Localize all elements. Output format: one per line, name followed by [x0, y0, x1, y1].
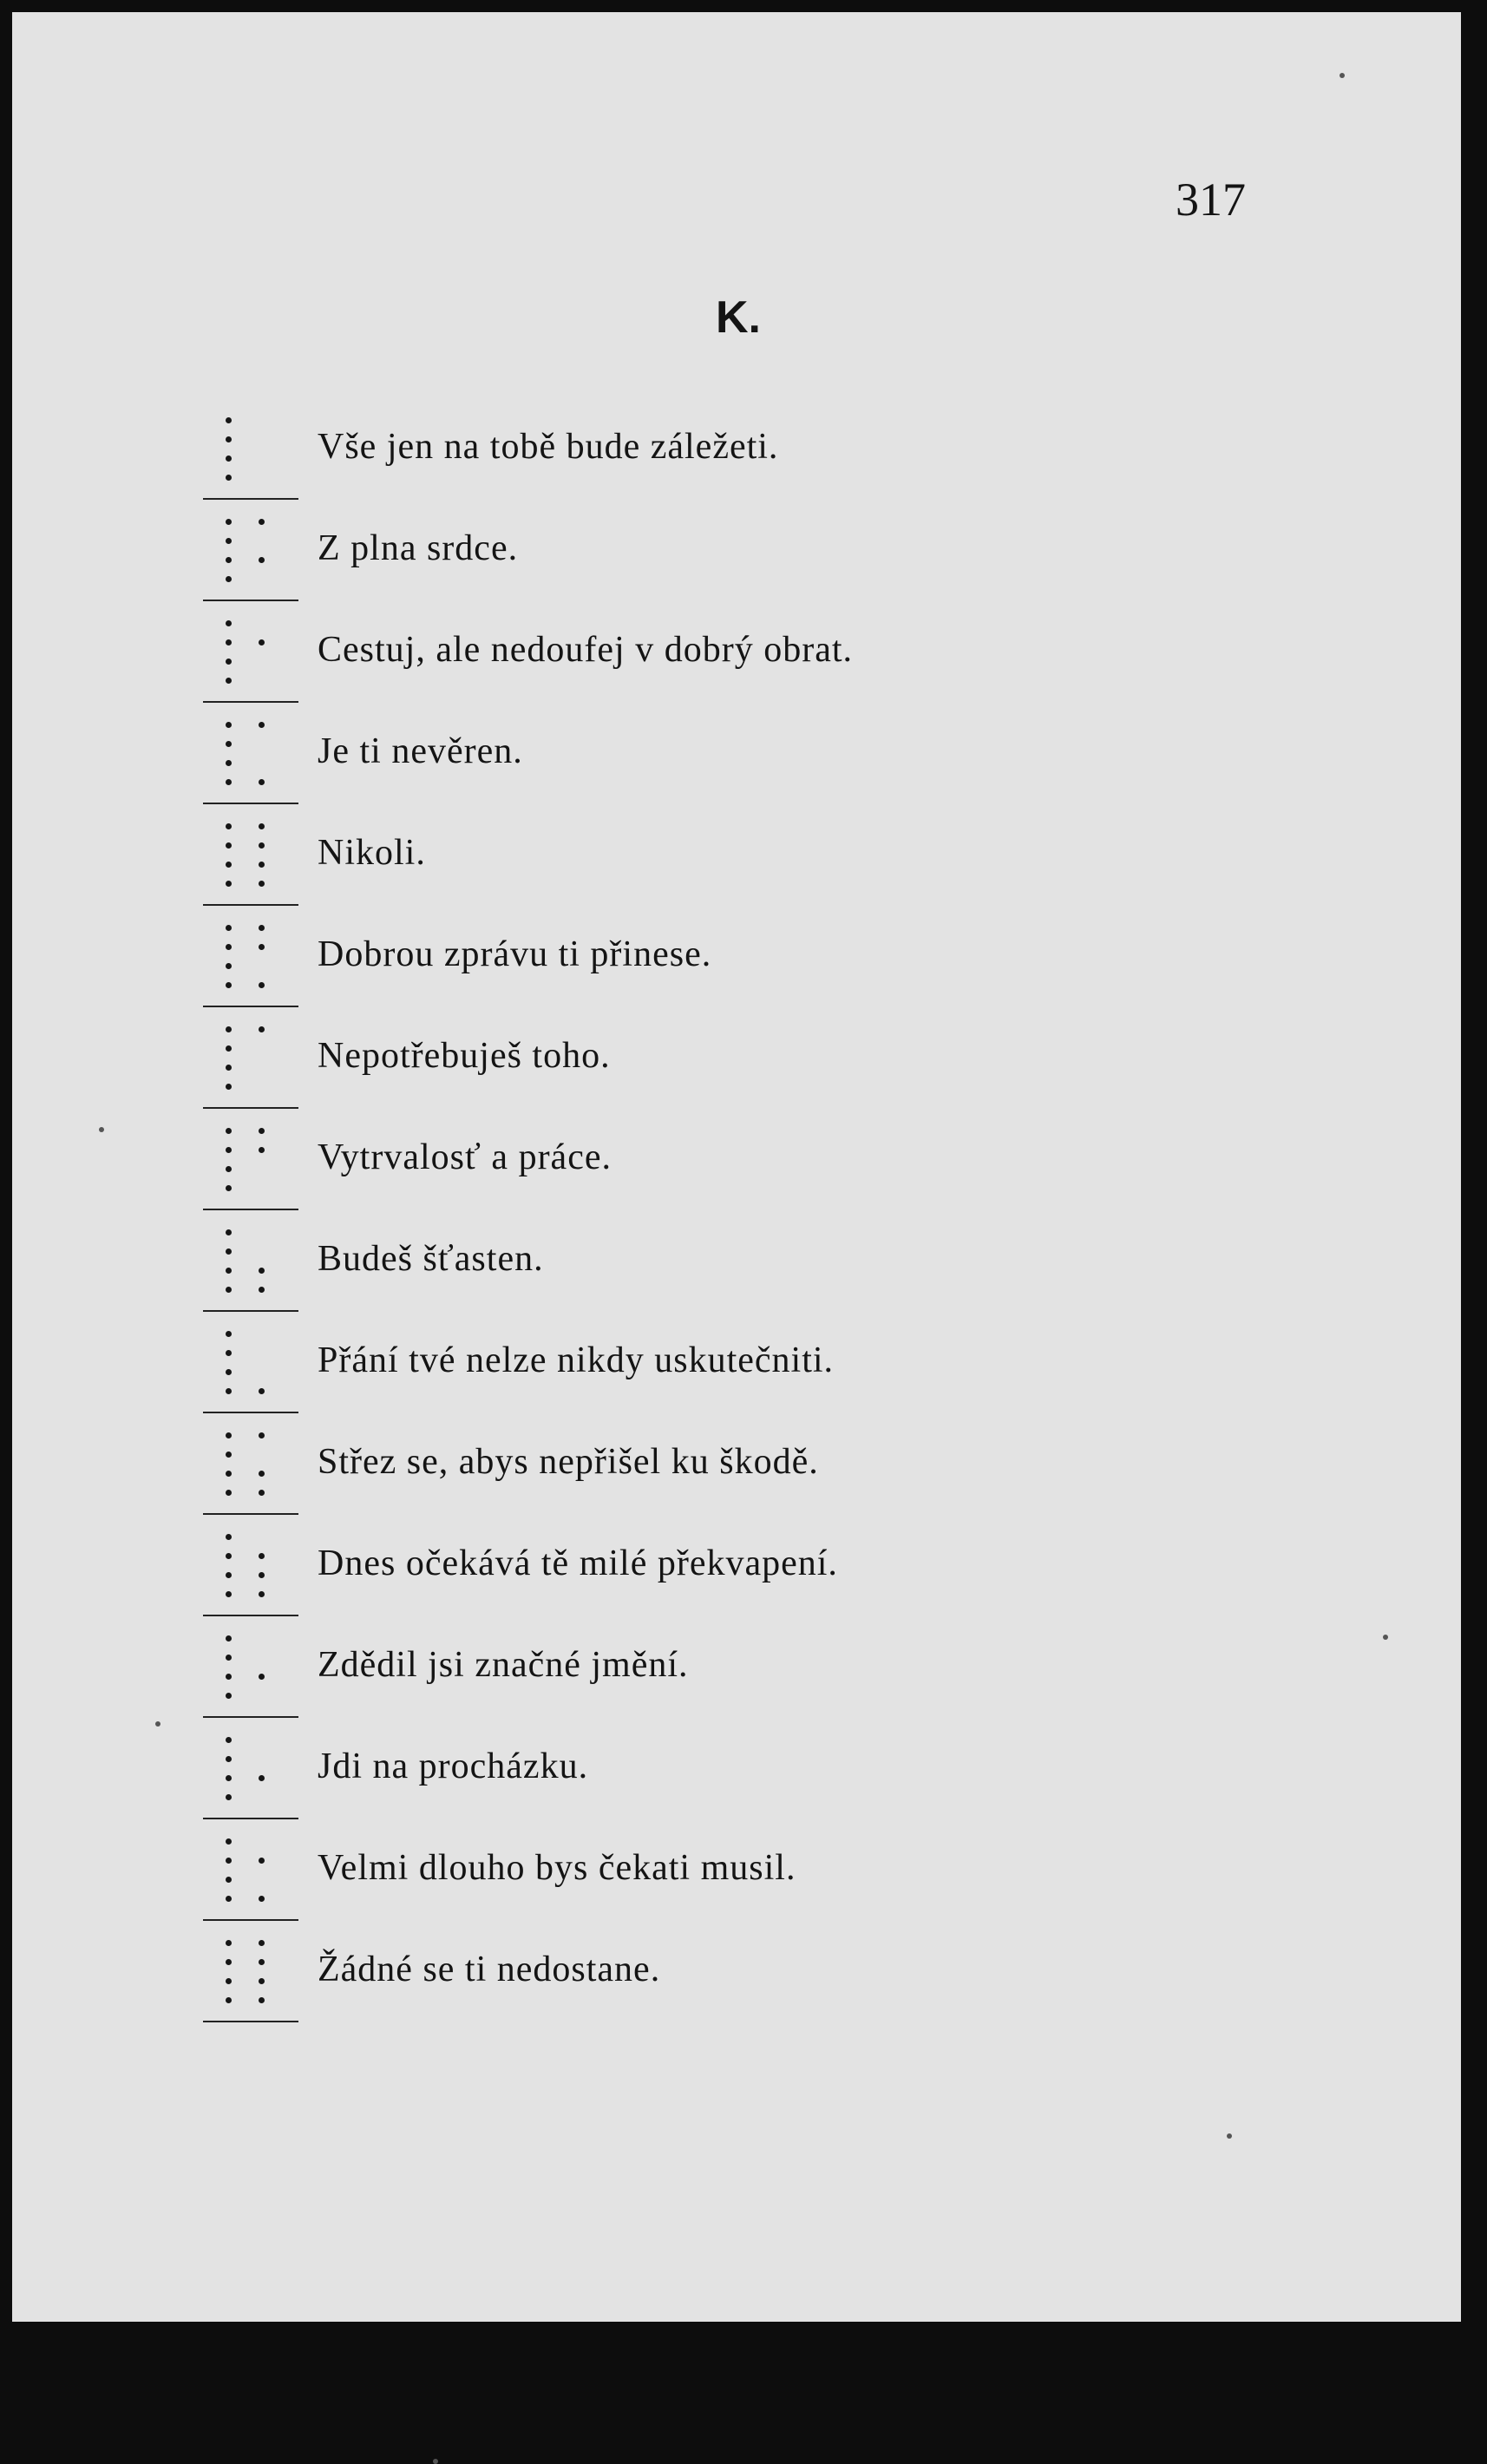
entry-text: Žádné se ti nedostane.: [318, 1950, 661, 1989]
pattern-dot: [226, 1940, 232, 1946]
fortune-entry: [194, 703, 1062, 804]
pattern-dot: [226, 862, 232, 868]
dot-pattern: [226, 417, 271, 487]
dot-pattern: [226, 1331, 271, 1400]
pattern-dot: [226, 1775, 232, 1781]
pattern-dot: [226, 944, 232, 950]
fortune-entry: [194, 1718, 1062, 1819]
pattern-dot: [259, 1572, 265, 1578]
pattern-dot: [226, 741, 232, 747]
section-heading: K.: [716, 292, 761, 343]
pattern-dot: [259, 1268, 265, 1274]
fortune-entries-list: [194, 398, 1062, 2022]
dot-pattern: [226, 1838, 271, 1908]
pattern-dot: [226, 1388, 232, 1394]
fortune-entry: [194, 1413, 1062, 1515]
pattern-dot: [259, 1471, 265, 1477]
dot-pattern: [226, 925, 271, 994]
pattern-dot: [226, 1572, 232, 1578]
pattern-dot: [226, 1591, 232, 1597]
entry-text: Přání tvé nelze nikdy uskutečniti.: [318, 1340, 835, 1380]
pattern-dot: [226, 982, 232, 988]
pattern-dot: [259, 982, 265, 988]
paper-speck: [1340, 73, 1345, 78]
pattern-dot: [226, 1147, 232, 1153]
page-number: 317: [1176, 174, 1246, 226]
pattern-dot: [226, 1635, 232, 1642]
pattern-dot: [226, 1877, 232, 1883]
pattern-dot: [226, 639, 232, 645]
paper-speck: [1227, 2133, 1232, 2139]
paper-speck: [155, 1721, 160, 1727]
entry-text: Dnes očekává tě milé překvapení.: [318, 1543, 838, 1583]
pattern-dot: [226, 620, 232, 626]
book-page: [12, 12, 1461, 2322]
pattern-dot: [259, 823, 265, 829]
pattern-dot: [226, 519, 232, 525]
dot-pattern: [226, 823, 271, 893]
pattern-dot: [226, 760, 232, 766]
pattern-dot: [259, 1775, 265, 1781]
pattern-dot: [226, 1490, 232, 1496]
pattern-dot: [259, 1026, 265, 1032]
fortune-entry: [194, 804, 1062, 906]
entry-text: Jdi na procházku.: [318, 1746, 589, 1786]
pattern-dot: [259, 779, 265, 785]
fortune-entry: [194, 906, 1062, 1007]
pattern-dot: [226, 925, 232, 931]
entry-text: Střez se, abys nepřišel ku škodě.: [318, 1442, 819, 1482]
pattern-dot: [259, 1490, 265, 1496]
dot-pattern: [226, 1432, 271, 1502]
fortune-entry: [194, 500, 1062, 601]
pattern-dot: [259, 862, 265, 868]
paper-speck: [99, 1127, 104, 1132]
pattern-dot: [226, 1959, 232, 1965]
dot-pattern: [226, 1737, 271, 1806]
dot-pattern: [226, 519, 271, 588]
fortune-entry: [194, 1007, 1062, 1109]
entry-text: Z plna srdce.: [318, 528, 519, 568]
pattern-dot: [226, 963, 232, 969]
fortune-entry: [194, 1921, 1062, 2022]
entry-text: Nepotřebuješ toho.: [318, 1036, 611, 1076]
pattern-dot: [226, 1331, 232, 1337]
dot-pattern: [226, 620, 271, 690]
pattern-dot: [226, 1674, 232, 1680]
pattern-dot: [226, 1185, 232, 1191]
fortune-entry: [194, 1210, 1062, 1312]
fortune-entry: [194, 1109, 1062, 1210]
pattern-dot: [259, 722, 265, 728]
pattern-dot: [226, 1655, 232, 1661]
pattern-dot: [226, 1229, 232, 1235]
dot-pattern: [226, 1635, 271, 1705]
pattern-dot: [226, 1737, 232, 1743]
pattern-dot: [259, 1287, 265, 1293]
pattern-dot: [226, 1045, 232, 1052]
pattern-dot: [226, 1896, 232, 1902]
pattern-dot: [259, 1591, 265, 1597]
pattern-dot: [226, 1026, 232, 1032]
pattern-dot: [226, 779, 232, 785]
fortune-entry: [194, 398, 1062, 500]
fortune-entry: [194, 1312, 1062, 1413]
pattern-dot: [226, 823, 232, 829]
paper-speck: [1383, 1635, 1388, 1640]
entry-divider: [203, 2021, 298, 2022]
pattern-dot: [226, 1693, 232, 1699]
entry-text: Vytrvalosť a práce.: [318, 1137, 612, 1177]
dot-pattern: [226, 722, 271, 791]
entry-text: Vše jen na tobě bude záležeti.: [318, 427, 779, 467]
paper-speck: [433, 2459, 438, 2464]
pattern-dot: [226, 576, 232, 582]
pattern-dot: [226, 1268, 232, 1274]
pattern-dot: [259, 881, 265, 887]
pattern-dot: [226, 455, 232, 462]
pattern-dot: [226, 1128, 232, 1134]
pattern-dot: [226, 417, 232, 423]
pattern-dot: [259, 1858, 265, 1864]
fortune-entry: [194, 601, 1062, 703]
pattern-dot: [226, 1838, 232, 1845]
entry-text: Nikoli.: [318, 833, 426, 873]
pattern-dot: [259, 842, 265, 849]
pattern-dot: [259, 639, 265, 645]
pattern-dot: [226, 475, 232, 481]
pattern-dot: [226, 538, 232, 544]
pattern-dot: [226, 1471, 232, 1477]
pattern-dot: [226, 881, 232, 887]
pattern-dot: [259, 519, 265, 525]
pattern-dot: [226, 659, 232, 665]
dot-pattern: [226, 1534, 271, 1603]
pattern-dot: [226, 1248, 232, 1255]
pattern-dot: [226, 678, 232, 684]
pattern-dot: [259, 1432, 265, 1438]
pattern-dot: [226, 1534, 232, 1540]
pattern-dot: [226, 1756, 232, 1762]
pattern-dot: [259, 944, 265, 950]
pattern-dot: [259, 1959, 265, 1965]
pattern-dot: [226, 1858, 232, 1864]
dot-pattern: [226, 1026, 271, 1096]
pattern-dot: [259, 1896, 265, 1902]
dot-pattern: [226, 1229, 271, 1299]
pattern-dot: [226, 1287, 232, 1293]
pattern-dot: [259, 1940, 265, 1946]
pattern-dot: [259, 1388, 265, 1394]
dot-pattern: [226, 1128, 271, 1197]
pattern-dot: [259, 1674, 265, 1680]
pattern-dot: [259, 925, 265, 931]
pattern-dot: [226, 1432, 232, 1438]
pattern-dot: [226, 1452, 232, 1458]
pattern-dot: [259, 1147, 265, 1153]
entry-text: Dobrou zprávu ti přinese.: [318, 934, 712, 974]
pattern-dot: [226, 842, 232, 849]
pattern-dot: [226, 722, 232, 728]
dot-pattern: [226, 1940, 271, 2009]
pattern-dot: [226, 436, 232, 442]
pattern-dot: [226, 1369, 232, 1375]
entry-text: Velmi dlouho bys čekati musil.: [318, 1848, 796, 1888]
entry-text: Cestuj, ale nedoufej v dobrý obrat.: [318, 630, 854, 670]
pattern-dot: [259, 1997, 265, 2003]
fortune-entry: [194, 1819, 1062, 1921]
pattern-dot: [226, 1794, 232, 1800]
pattern-dot: [259, 1553, 265, 1559]
entry-text: Zdědil jsi značné jmění.: [318, 1645, 689, 1685]
pattern-dot: [226, 1166, 232, 1172]
pattern-dot: [259, 557, 265, 563]
pattern-dot: [259, 1978, 265, 1984]
fortune-entry: [194, 1515, 1062, 1616]
pattern-dot: [226, 1065, 232, 1071]
pattern-dot: [226, 1553, 232, 1559]
pattern-dot: [226, 557, 232, 563]
pattern-dot: [259, 1128, 265, 1134]
pattern-dot: [226, 1350, 232, 1356]
pattern-dot: [226, 1084, 232, 1090]
pattern-dot: [226, 1978, 232, 1984]
entry-text: Budeš šťasten.: [318, 1239, 544, 1279]
pattern-dot: [226, 1997, 232, 2003]
fortune-entry: [194, 1616, 1062, 1718]
entry-text: Je ti nevěren.: [318, 731, 523, 771]
